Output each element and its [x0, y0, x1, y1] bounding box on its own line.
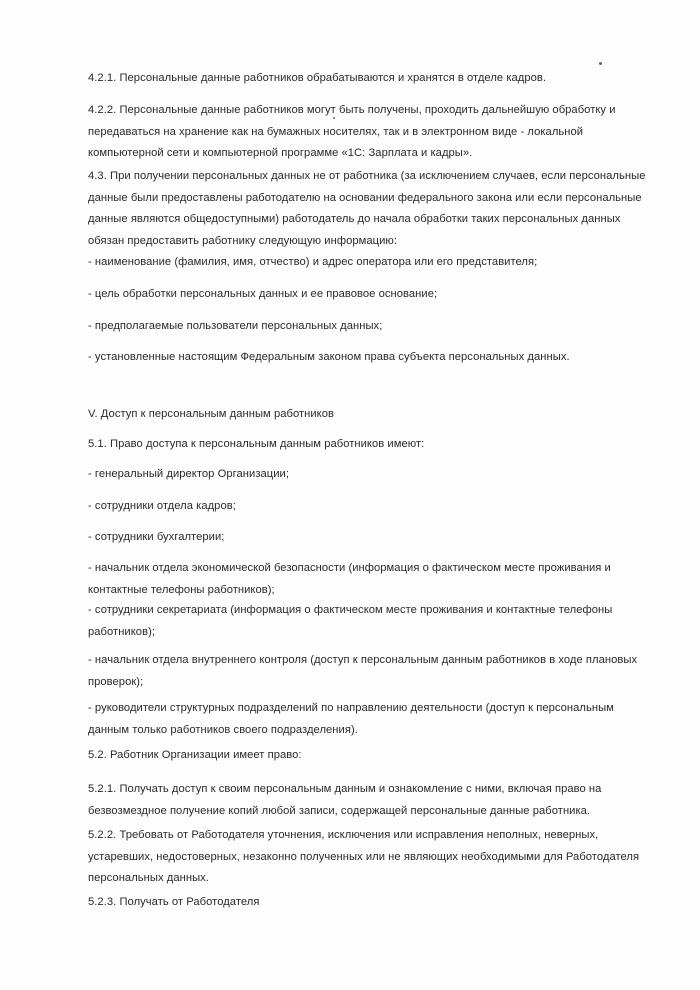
- paragraph-5-1: 5.1. Право доступа к персональным данным работников имеют:: [88, 438, 425, 450]
- list-item-secretariat: - сотрудники секретариата (информация о фактическом месте проживания и контактные телефоны работников);: [88, 604, 613, 638]
- paragraph-5-2-3: 5.2.3. Получать от Работодателя: [88, 896, 260, 908]
- list-item-department-heads: - руководители структурных подразделений по направлению деятельности (доступ к персональным данным только работников своего подразделения).: [88, 702, 614, 736]
- paragraph-5-2: 5.2. Работник Организации имеет право:: [88, 749, 302, 761]
- list-item-purpose: - цель обработки персональных данных и ее правовое основание;: [88, 288, 438, 300]
- paragraph-4-2-2: 4.2.2. Персональные данные работников могут быть получены, проходить дальнейшую обработку и передаваться на хранение как на бумажных носителях, так и в электронном виде - локальной компьютерной сети и компьютерной программе «1С: Зарплата и кадры».: [88, 104, 616, 159]
- paragraph-5-2-2: 5.2.2. Требовать от Работодателя уточнения, исключения или исправления неполных, неверных, устаревших, недостоверных, незаконно полученных или не являющих необходимыми для Работодателя персональных данных.: [88, 829, 640, 884]
- list-item-accounting: - сотрудники бухгалтерии;: [88, 531, 225, 543]
- scan-speck: [599, 62, 602, 65]
- section-heading-v: V. Доступ к персональным данным работников: [88, 408, 335, 420]
- paragraph-4-2-1: 4.2.1. Персональные данные работников обрабатываются и хранятся в отделе кадров.: [88, 72, 547, 84]
- list-item-internal-control: - начальник отдела внутреннего контроля (доступ к персональным данным работников в ходе плановых проверок);: [88, 654, 638, 688]
- list-item-operator: - наименование (фамилия, имя, отчество) и адрес оператора или его представителя;: [88, 256, 538, 268]
- paragraph-5-2-1: 5.2.1. Получать доступ к своим персональным данным и ознакомление с ними, включая право на безвозмездное получение копий любой записи, содержащей персональные данные работника.: [88, 783, 602, 817]
- list-item-rights: - установленные настоящим Федеральным законом права субъекта персональных данных.: [88, 351, 570, 363]
- list-item-hr: - сотрудники отдела кадров;: [88, 500, 236, 512]
- paragraph-4-3: 4.3. При получении персональных данных не от работника (за исключением случаев, если персональные данные были предоставлены работодателю на основании федерального закона или если персональные данные являются общедоступными) работодатель до начала обработки таких персональных данных обязан предоставить работнику следующую информацию:: [88, 170, 646, 247]
- list-item-security: - начальник отдела экономической безопасности (информация о фактическом месте проживания и контактные телефоны работников);: [88, 562, 611, 596]
- list-item-users: - предполагаемые пользователи персональных данных;: [88, 320, 383, 332]
- list-item-director: - генеральный директор Организации;: [88, 468, 289, 480]
